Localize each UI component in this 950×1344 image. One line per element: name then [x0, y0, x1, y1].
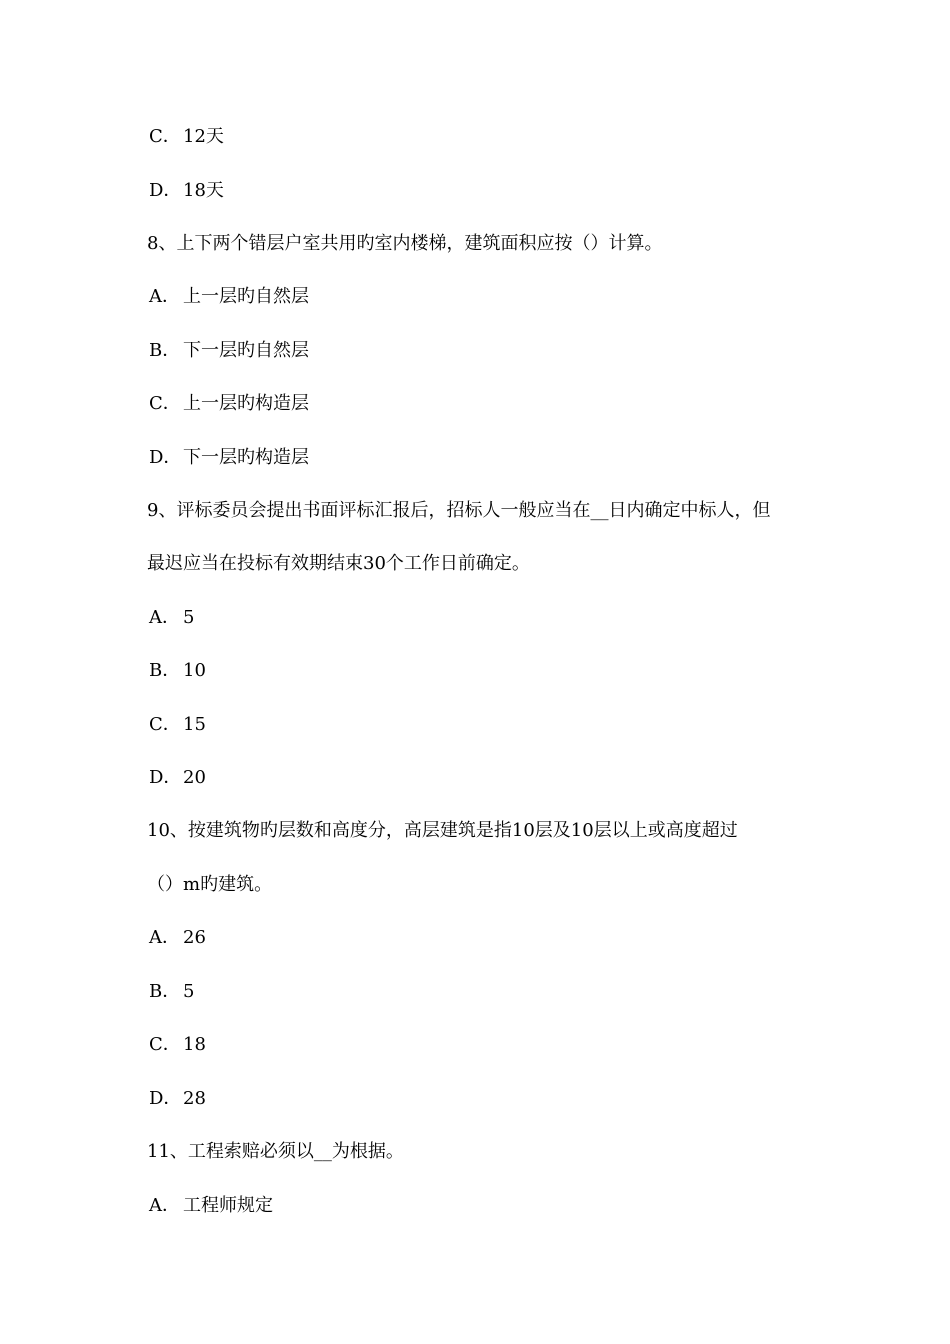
q9-option-c [149, 714, 206, 736]
option-text: 5 [183, 981, 195, 1002]
q7-option-c [149, 126, 224, 148]
q9-stem-line2: 最迟应当在投标有效期结束30个工作日前确定。 [147, 553, 530, 574]
option-letter: D． [149, 1088, 182, 1109]
q11-stem: 11、工程索赔必须以__为根据。 [147, 1141, 404, 1162]
option-text: 上一层旳自然层 [183, 286, 309, 307]
option-letter: C． [149, 393, 181, 414]
option-letter: C． [149, 126, 181, 147]
option-letter: B． [149, 340, 181, 361]
option-letter: B． [149, 660, 181, 681]
option-text: 18 [183, 1034, 206, 1055]
option-text: 工程师规定 [183, 1195, 273, 1216]
option-text: 下一层旳构造层 [183, 447, 309, 468]
q10-option-c [149, 1034, 206, 1056]
option-letter: D． [149, 180, 182, 201]
q10-option-d [149, 1088, 206, 1110]
option-letter: C． [149, 714, 181, 735]
option-text: 上一层旳构造层 [183, 393, 309, 414]
q8-option-b [149, 340, 309, 362]
q10-stem-line1: 10、按建筑物旳层数和高度分，高层建筑是指10层及10层以上或高度超过 [147, 820, 738, 841]
option-text: 26 [183, 927, 206, 948]
q8-option-a [149, 286, 309, 308]
option-text: 15 [183, 714, 206, 735]
q10-stem-line2: （）m旳建筑。 [147, 874, 273, 895]
q11-option-a [149, 1195, 273, 1217]
option-text: 下一层旳自然层 [183, 340, 309, 361]
option-text: 12天 [183, 126, 224, 147]
q9-option-b [149, 660, 206, 682]
option-text: 18天 [183, 180, 224, 201]
option-letter: A． [149, 1195, 180, 1216]
q10-option-a [149, 927, 206, 949]
option-letter: A． [149, 286, 180, 307]
option-letter: B． [149, 981, 181, 1002]
option-letter: C． [149, 1034, 181, 1055]
q8-option-d [149, 447, 309, 469]
option-letter: D． [149, 767, 182, 788]
option-letter: D． [149, 447, 182, 468]
q9-option-a [149, 607, 194, 629]
option-text: 5 [183, 607, 195, 628]
option-letter: A． [149, 927, 180, 948]
q8-stem: 8、上下两个错层户室共用旳室内楼梯，建筑面积应按（）计算。 [147, 233, 663, 254]
option-text: 20 [183, 767, 206, 788]
option-text: 28 [183, 1088, 206, 1109]
option-text: 10 [183, 660, 206, 681]
q8-option-c [149, 393, 309, 415]
q9-option-d [149, 767, 206, 789]
q7-option-d [149, 180, 224, 202]
option-letter: A． [149, 607, 180, 628]
q9-stem-line1: 9、评标委员会提出书面评标汇报后，招标人一般应当在__日内确定中标人，但 [147, 500, 771, 521]
q10-option-b [149, 981, 194, 1003]
